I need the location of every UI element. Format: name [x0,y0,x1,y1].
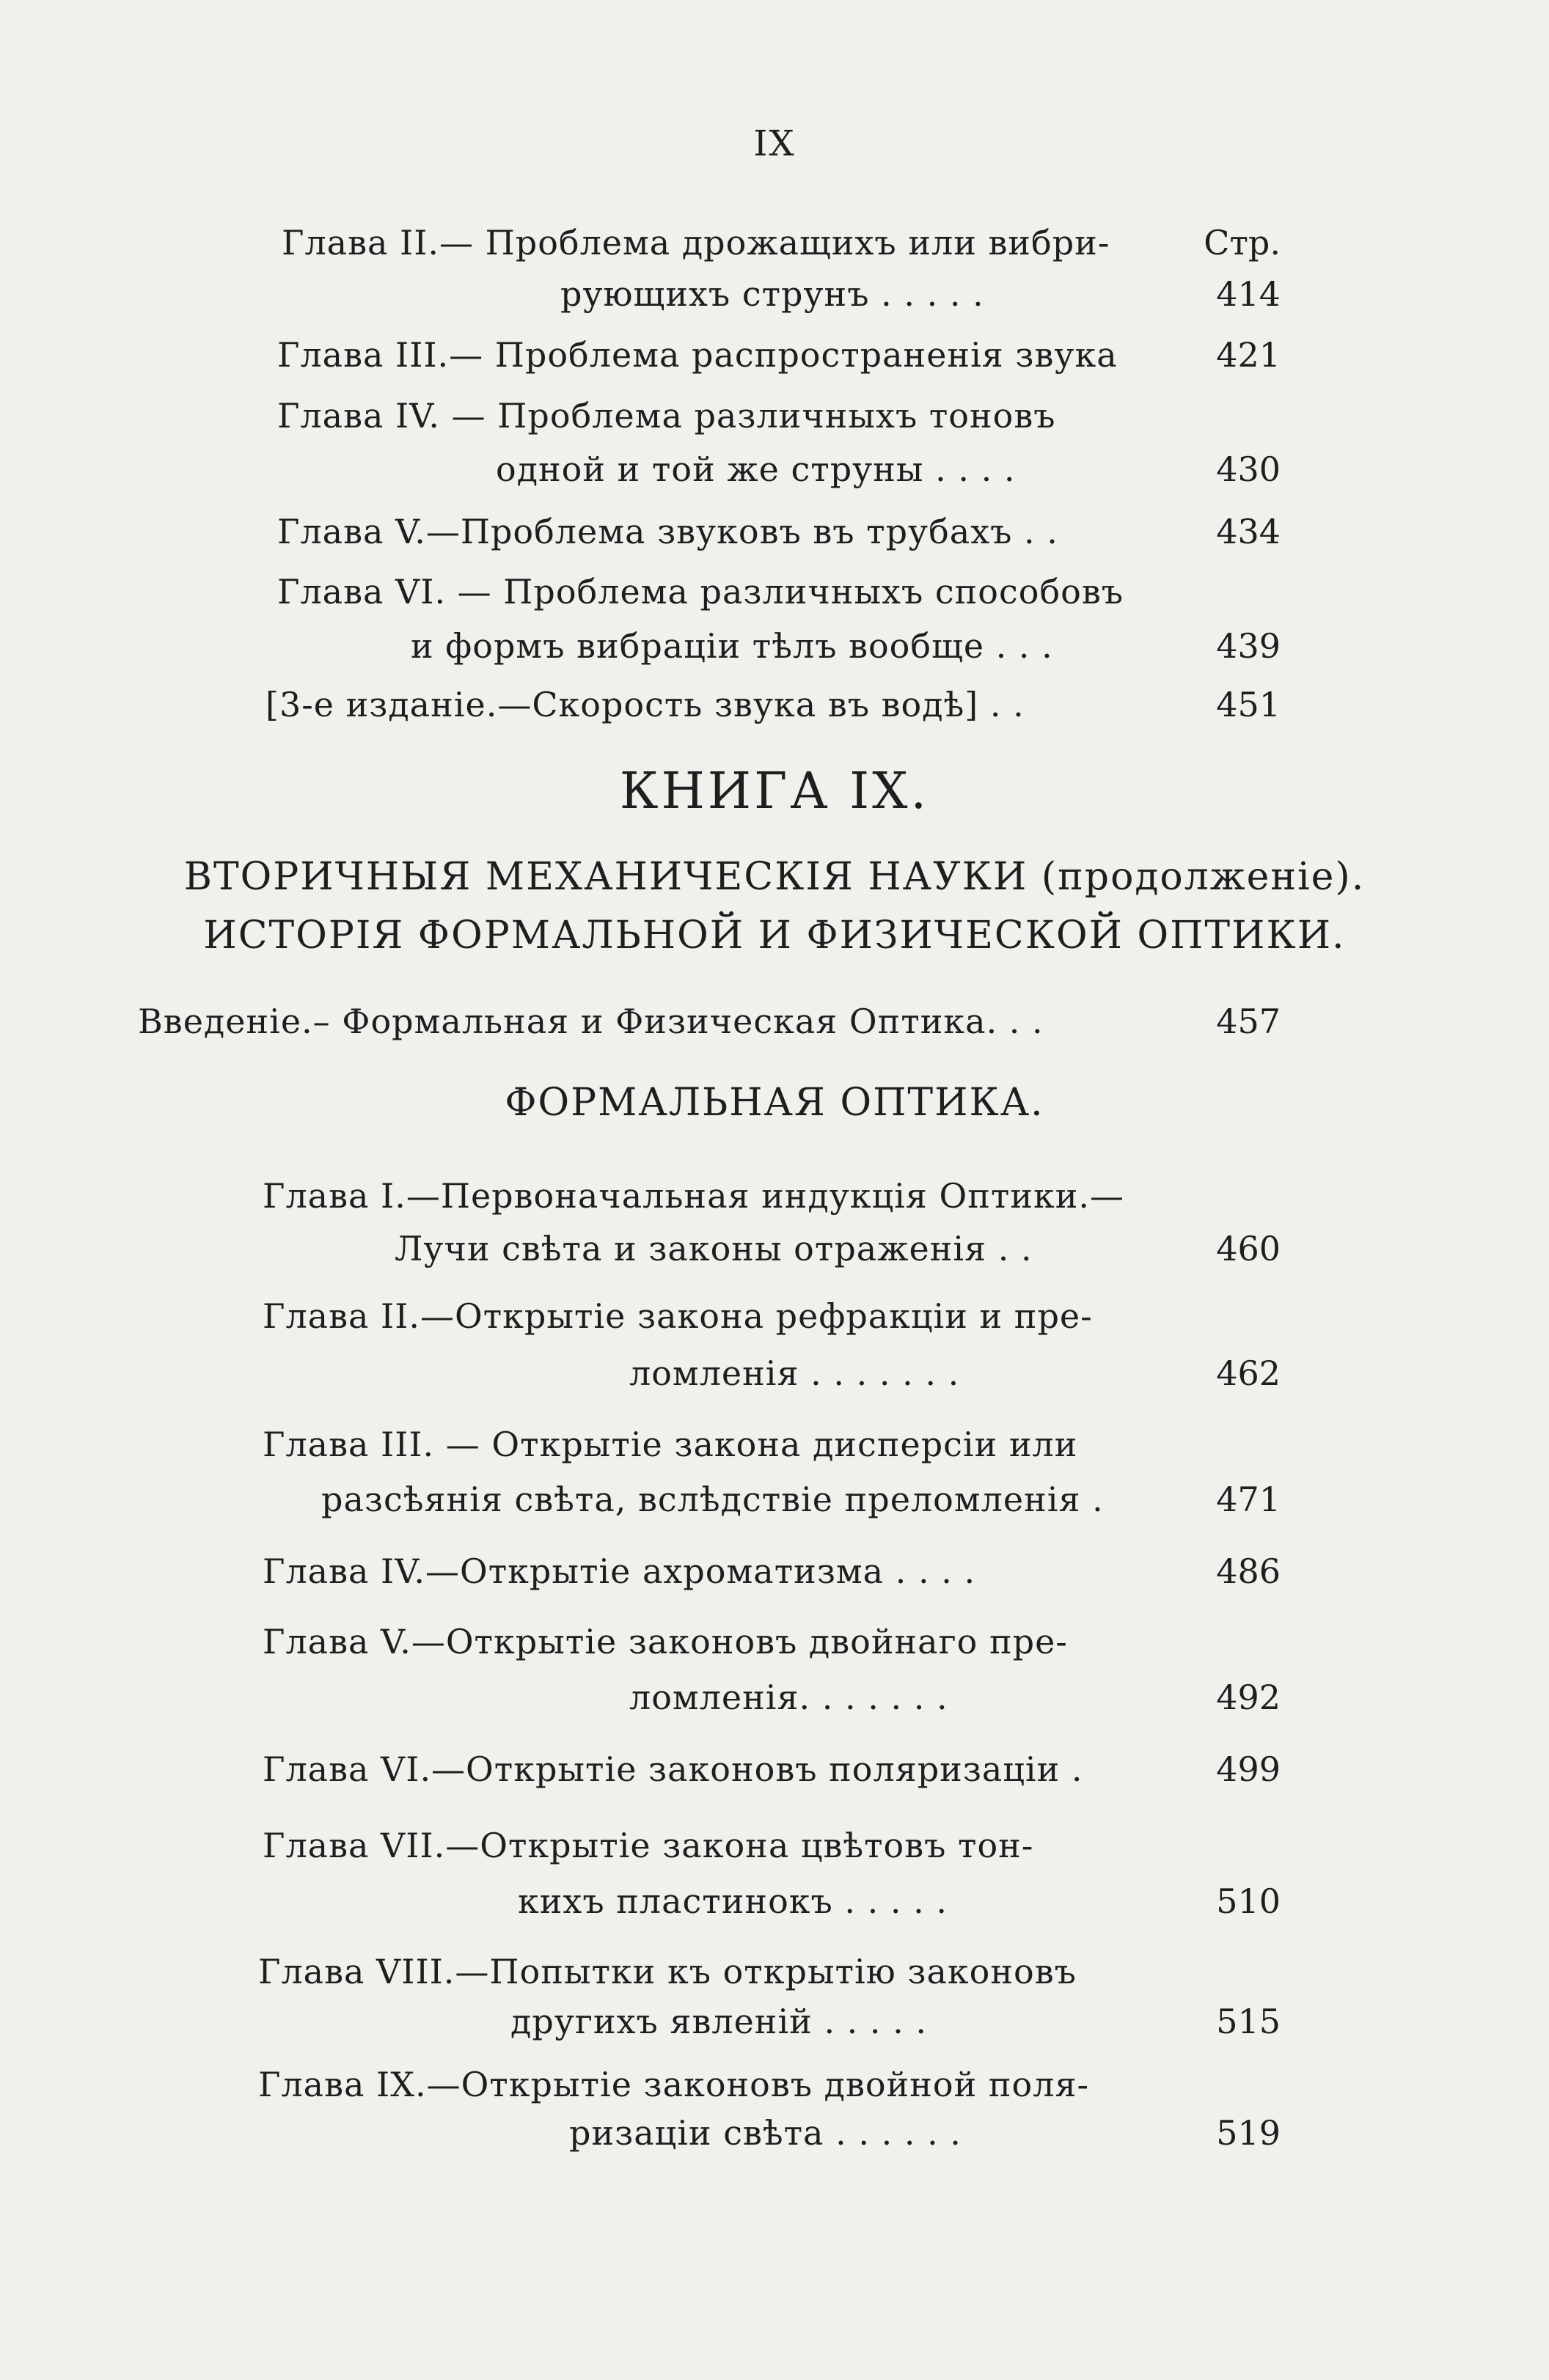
toc-entry-text: и формъ вибраціи тѣлъ вообще . . . [411,626,1053,666]
toc-entry-text: рующихъ струнъ . . . . . [560,274,984,314]
toc-entry-text: Глава III. — Открытіе закона дисперсіи или [263,1425,1078,1464]
toc-line [0,620,1549,672]
toc-line [0,1996,1549,2047]
toc-entry-text: Глава V.—Проблема звуковъ въ трубахъ . . [277,512,1058,551]
toc-line [0,1170,1549,1222]
toc-entry-text: ломленія. . . . . . . [629,1678,948,1717]
toc-entry-text: ризаціи свѣта . . . . . . [569,2113,962,2153]
toc-line [0,1223,1549,1274]
toc-entry-text: Глава II.—Открытіе закона рефракціи и пре- [263,1296,1093,1336]
toc-page-number: 457 [1216,1002,1281,1041]
page-column-header: Стр. [1204,223,1281,262]
toc-line [0,1616,1549,1667]
subsection-heading: ФОРМАЛЬНАЯ ОПТИКА. [505,1081,1044,1125]
toc-entry-text: Глава I.—Первоначальная индукція Оптики.— [263,1176,1125,1216]
toc-line [0,329,1549,381]
toc-entry-text: Глава V.—Открытіе законовъ двойнаго пре- [263,1622,1068,1661]
toc-page-number: 510 [1216,1881,1281,1921]
toc-entry-text: Глава IV.—Открытіе ахроматизма . . . . [263,1551,976,1591]
toc-page-number: 515 [1216,2002,1281,2041]
toc-entry-text: Глава II.— Проблема дрожащихъ или вибри- [282,223,1110,262]
toc-line [0,679,1549,730]
toc-line [0,268,1549,320]
toc-page-number: 471 [1216,1480,1281,1519]
section-subtitle: ИСТОРІЯ ФОРМАЛЬНОЙ И ФИЗИЧЕСКОЙ ОПТИКИ. [203,914,1346,958]
toc-line [0,390,1549,441]
toc-line [0,217,1549,268]
toc-page-number: 486 [1216,1551,1281,1591]
toc-page-number: 519 [1216,2113,1281,2153]
toc-entry-text: другихъ явленій . . . . . [510,2002,928,2041]
toc-page-number: 451 [1216,685,1281,724]
toc-line [0,1672,1549,1723]
toc-page-number: 462 [1216,1354,1281,1393]
section-title: ВТОРИЧНЫЯ МЕХАНИЧЕСКІЯ НАУКИ (продолженіе). [183,855,1366,899]
toc-line [0,2059,1549,2110]
toc-page-number: 460 [1216,1229,1281,1268]
toc-page-number: 499 [1216,1749,1281,1789]
toc-line [0,1348,1549,1399]
toc-entry-text: ломленія . . . . . . . [629,1354,960,1393]
toc-line [0,1290,1549,1342]
toc-line-introduction [0,996,1549,1047]
toc-line [0,444,1549,495]
toc-page-number: 421 [1216,335,1281,375]
toc-page-number: 439 [1216,626,1281,666]
toc-entry-text: Глава VI.—Открытіе законовъ поляризаціи . [263,1749,1083,1789]
book-title: КНИГА IX. [619,763,930,820]
toc-line [0,2107,1549,2159]
toc-line [0,1744,1549,1795]
toc-entry-text: Глава VII.—Открытіе закона цвѣтовъ тон- [263,1826,1034,1865]
toc-page-number: 434 [1216,512,1281,551]
toc-line [0,1419,1549,1470]
toc-page-number: 492 [1216,1678,1281,1717]
toc-entry-text: Глава VIII.—Попытки къ открытію законовъ [258,1952,1077,1991]
toc-line [0,506,1549,557]
toc-page-number: 414 [1216,274,1281,314]
toc-entry-text: разсѣянія свѣта, вслѣдствіе преломленія . [321,1480,1104,1519]
toc-entry-text: Глава IV. — Проблема различныхъ тоновъ [277,396,1056,436]
toc-entry-text: Глава IX.—Открытіе законовъ двойной поля- [258,2065,1090,2104]
toc-page-number: 430 [1216,449,1281,489]
toc-line [0,1876,1549,1927]
toc-entry-text: Глава VI. — Проблема различныхъ способовъ [277,572,1124,611]
toc-entry-text: [3-е изданіе.—Скорость звука въ водѣ] . . [266,685,1025,724]
toc-line [0,1474,1549,1525]
toc-entry-text: Глава III.— Проблема распространенія звука [277,335,1118,375]
toc-line [0,1820,1549,1871]
toc-line [0,566,1549,617]
toc-entry-text: Лучи свѣта и законы отраженія . . [395,1229,1033,1268]
toc-line [0,1546,1549,1597]
toc-entry-text: Введеніе.– Формальная и Физическая Оптика. . . [138,1002,1044,1041]
page-number: IX [753,123,796,164]
toc-line [0,1946,1549,1997]
toc-entry-text: кихъ пластинокъ . . . . . [518,1881,948,1921]
toc-entry-text: одной и той же струны . . . . [496,449,1016,489]
